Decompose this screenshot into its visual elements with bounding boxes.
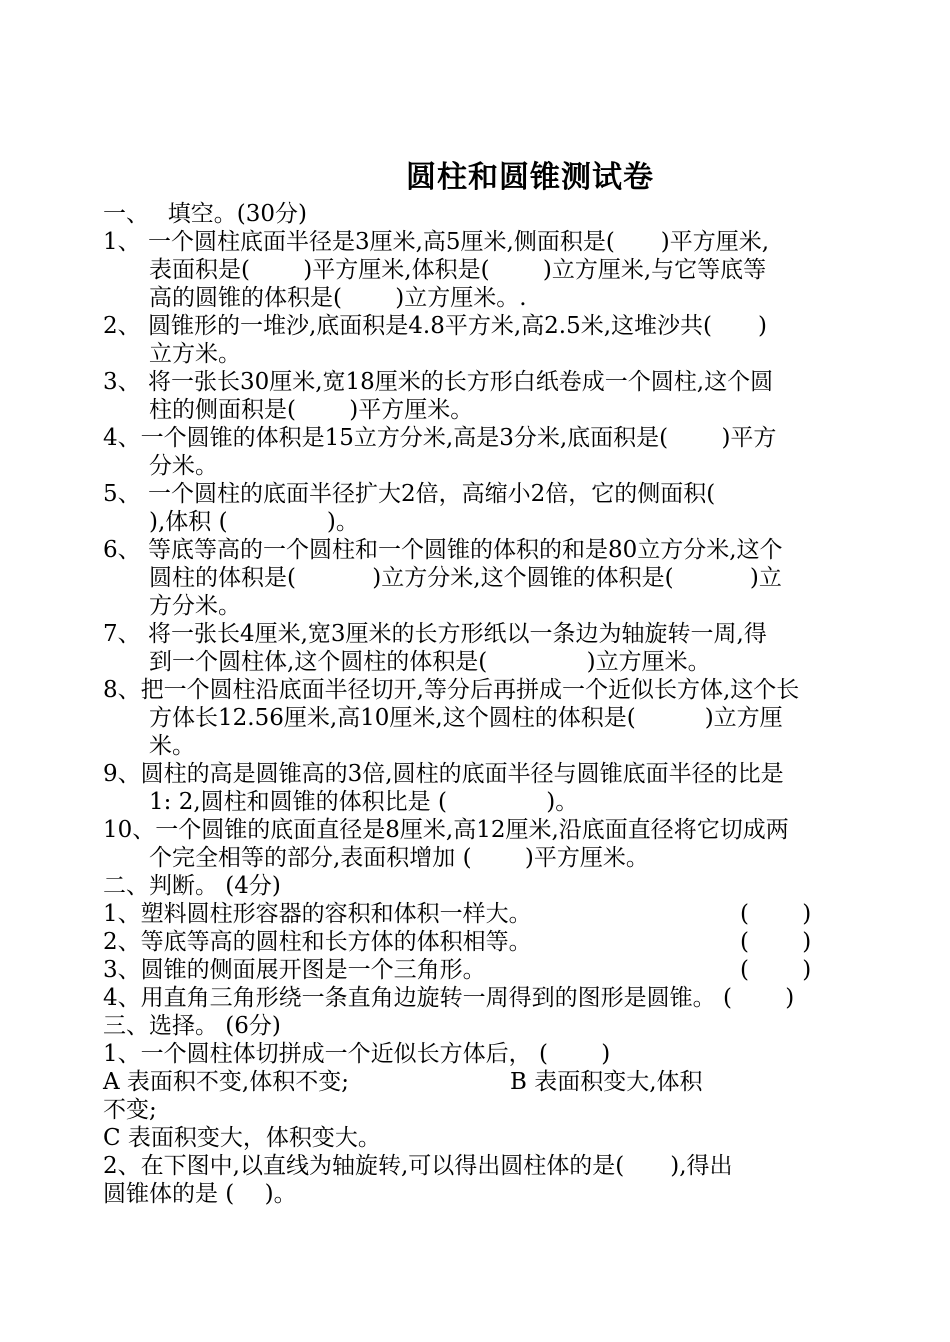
page-title: 圆柱和圆锥测试卷	[406, 160, 654, 195]
fill-question-line: 米。	[103, 733, 195, 759]
fill-question-line: 1: 2,圆柱和圆锥的体积比是 ( )。	[103, 789, 579, 815]
fill-question-line: 柱的侧面积是( )平方厘米。	[103, 397, 474, 423]
fill-question-line: 8、把一个圆柱沿底面半径切开,等分后再拼成一个近似长方体,这个长	[103, 677, 800, 703]
fill-question-line: 6、 等底等高的一个圆柱和一个圆锥的体积的和是80立方分米,这个	[103, 537, 783, 563]
fill-question-line: 10、一个圆锥的底面直径是8厘米,高12厘米,沿底面直径将它切成两	[103, 817, 789, 843]
fill-question-line: 圆柱的体积是( )立方分米,这个圆锥的体积是( )立	[103, 565, 782, 591]
answer-parentheses: ( )	[740, 929, 812, 955]
fill-question-line: 5、 一个圆柱的底面半径扩大2倍，高缩小2倍，它的侧面积(	[103, 481, 716, 507]
section-2-heading: 二、判断。 (4分)	[103, 873, 281, 899]
choice-question-line: 不变;	[103, 1097, 157, 1123]
fill-question-line: 表面积是( )平方厘米,体积是( )立方厘米,与它等底等	[103, 257, 767, 283]
judge-item	[103, 928, 848, 956]
choice-question-line: A 表面积不变,体积不变; B 表面积变大,体积	[103, 1069, 703, 1095]
judge-item	[103, 956, 848, 984]
document-body	[103, 200, 848, 1208]
fill-question-line: 4、一个圆锥的体积是15立方分米,高是3分米,底面积是( )平方	[103, 425, 777, 451]
fill-question-line: 3、 将一张长30厘米,宽18厘米的长方形白纸卷成一个圆柱,这个圆	[103, 369, 774, 395]
fill-question-line: 9、圆柱的高是圆锥高的3倍,圆柱的底面半径与圆锥底面半径的比是	[103, 761, 784, 787]
fill-question-line: 个完全相等的部分,表面积增加 ( )平方厘米。	[103, 845, 649, 871]
choice-question-line: 1、一个圆柱体切拼成一个近似长方体后， ( )	[103, 1041, 611, 1067]
fill-question-line: 到一个圆柱体,这个圆柱的体积是( )立方厘米。	[103, 649, 711, 675]
judge-item-text: 2、等底等高的圆柱和长方体的体积相等。	[103, 929, 532, 955]
fill-question-line: 7、 将一张长4厘米,宽3厘米的长方形纸以一条边为轴旋转一周,得	[103, 621, 767, 647]
choice-question-line: 圆锥体的是 ( )。	[103, 1181, 297, 1207]
section-3-heading: 三、选择。 (6分)	[103, 1013, 281, 1039]
fill-question-line: 分米。	[103, 453, 218, 479]
choice-question-line: C 表面积变大，体积变大。	[103, 1125, 381, 1151]
fill-question-line: 2、 圆锥形的一堆沙,底面积是4.8平方米,高2.5米,这堆沙共( )	[103, 313, 767, 339]
judge-item-text: 3、圆锥的侧面展开图是一个三角形。	[103, 957, 486, 983]
choice-question-line: 2、在下图中,以直线为轴旋转,可以得出圆柱体的是( ),得出	[103, 1153, 733, 1179]
fill-question-line: 方分米。	[103, 593, 241, 619]
judge-item	[103, 900, 848, 928]
fill-question-line: 高的圆锥的体积是( )立方厘米。.	[103, 285, 527, 311]
fill-question-line: 方体长12.56厘米,高10厘米,这个圆柱的体积是( )立方厘	[103, 705, 783, 731]
fill-question-line: 1、 一个圆柱底面半径是3厘米,高5厘米,侧面积是( )平方厘米,	[103, 229, 770, 255]
judge-item-text: 1、塑料圆柱形容器的容积和体积一样大。	[103, 901, 532, 927]
fill-question-line: ),体积 ( )。	[103, 509, 359, 535]
answer-parentheses: ( )	[740, 901, 812, 927]
judge-item: 4、用直角三角形绕一条直角边旋转一周得到的图形是圆锥。 ( )	[103, 985, 795, 1011]
section-1-heading: 一、 填空。(30分)	[103, 201, 308, 227]
answer-parentheses: ( )	[740, 957, 812, 983]
fill-question-line: 立方米。	[103, 341, 241, 367]
